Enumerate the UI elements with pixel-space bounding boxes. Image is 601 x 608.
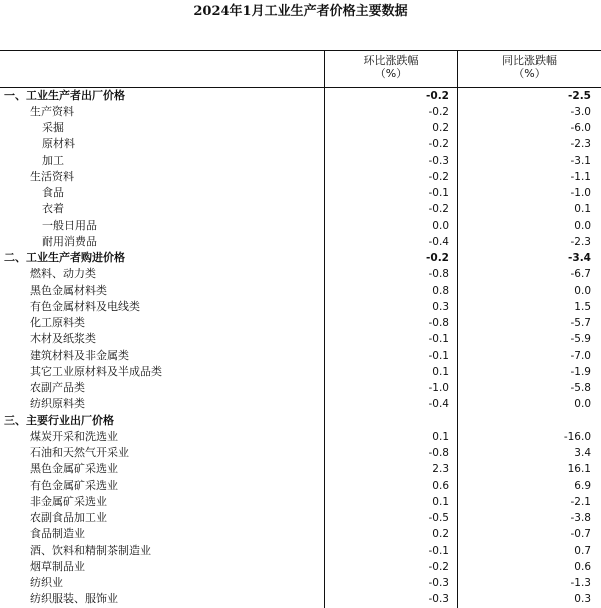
- row-mom-value: -0.2: [428, 138, 449, 151]
- row-yoy-value: -3.0: [570, 105, 591, 118]
- table-row: [0, 396, 601, 412]
- row-label: 一般日用品: [42, 218, 97, 232]
- table-row: [0, 136, 601, 152]
- row-mom-value: -0.2: [426, 252, 449, 264]
- row-yoy-value: 0.0: [574, 219, 591, 232]
- header-mom-unit: （%）: [374, 67, 408, 80]
- table-row: [0, 526, 601, 542]
- row-yoy-value: 0.3: [574, 593, 591, 606]
- row-yoy-value: -2.3: [570, 235, 591, 248]
- row-mom-value: -0.1: [428, 187, 449, 199]
- row-mom-value: -0.3: [428, 577, 449, 589]
- row-mom-value: -0.8: [428, 447, 449, 459]
- table-row: [0, 445, 601, 461]
- row-yoy-value: -16.0: [563, 430, 591, 443]
- header-mom: [325, 54, 457, 80]
- row-label: 酒、饮料和精制茶制造业: [30, 543, 151, 557]
- row-mom-value: -0.2: [428, 105, 449, 118]
- row-yoy-value: 6.9: [574, 479, 591, 492]
- table-row: [0, 234, 601, 250]
- row-label: 黑色金属矿采选业: [30, 462, 118, 476]
- row-label: 纺织业: [30, 576, 63, 589]
- row-label: 农副食品加工业: [30, 511, 107, 524]
- row-mom-value: -0.1: [428, 349, 449, 362]
- table-row: [0, 299, 601, 315]
- row-yoy-value: 1.5: [574, 300, 591, 313]
- row-label: 一、工业生产者出厂价格: [4, 88, 125, 102]
- row-yoy-value: -7.0: [570, 349, 591, 362]
- row-label: 生活资料: [30, 169, 74, 183]
- table-top-border: [0, 50, 601, 51]
- row-mom-value: 0.1: [432, 365, 449, 378]
- row-yoy-value: -5.7: [570, 317, 591, 329]
- table-row: [0, 591, 601, 607]
- row-label: 加工: [42, 153, 64, 167]
- table-row: [0, 380, 601, 396]
- row-label: 化工原料类: [30, 316, 85, 329]
- table-row: [0, 413, 601, 429]
- row-yoy-value: -2.3: [570, 138, 591, 151]
- table-row: [0, 364, 601, 380]
- row-label: 纺织服装、服饰业: [30, 592, 118, 606]
- row-mom-value: -0.2: [428, 170, 449, 183]
- row-yoy-value: 0.1: [574, 203, 591, 216]
- row-mom-value: 0.3: [432, 300, 449, 313]
- row-mom-value: 0.2: [432, 528, 449, 541]
- table-row: [0, 169, 601, 185]
- row-mom-value: 0.8: [432, 284, 449, 297]
- row-label: 有色金属材料及电线类: [30, 299, 140, 313]
- row-label: 生产资料: [30, 104, 74, 118]
- row-label: 石油和天然气开采业: [30, 446, 129, 459]
- row-yoy-value: -0.7: [570, 528, 591, 541]
- row-mom-value: -0.2: [426, 89, 449, 102]
- row-label: 二、工业生产者购进价格: [4, 251, 125, 264]
- row-mom-value: -0.3: [428, 593, 449, 606]
- row-label: 黑色金属材料类: [30, 283, 107, 297]
- row-mom-value: 0.6: [432, 479, 449, 492]
- row-mom-value: 0.1: [432, 495, 449, 508]
- row-yoy-value: -6.0: [570, 122, 591, 134]
- header-mom-label: 环比涨跌幅: [363, 54, 419, 67]
- row-mom-value: -0.5: [428, 512, 449, 524]
- row-label: 耐用消费品: [42, 234, 97, 248]
- table-row: [0, 478, 601, 494]
- row-yoy-value: -1.1: [570, 170, 591, 183]
- row-mom-value: -0.2: [428, 203, 449, 216]
- table-row: [0, 201, 601, 217]
- row-label: 建筑材料及非金属类: [30, 348, 129, 362]
- row-label: 原材料: [42, 137, 75, 151]
- row-mom-value: 0.0: [432, 219, 449, 232]
- table-row: [0, 104, 601, 120]
- table-row: [0, 283, 601, 299]
- row-yoy-value: -5.9: [570, 333, 591, 346]
- row-label: 三、主要行业出厂价格: [4, 413, 114, 427]
- page-title: 2024年1月工业生产者价格主要数据: [193, 4, 408, 19]
- row-yoy-value: 0.6: [574, 560, 591, 573]
- row-mom-value: -1.0: [428, 382, 449, 394]
- row-yoy-value: -2.5: [568, 89, 591, 102]
- table-row: [0, 250, 601, 266]
- table-row: [0, 153, 601, 169]
- price-table: [0, 50, 601, 608]
- row-label: 其它工业原材料及半成品类: [30, 364, 162, 378]
- row-yoy-value: -6.7: [570, 268, 591, 281]
- row-mom-value: -0.1: [428, 333, 449, 346]
- table-row: [0, 559, 601, 575]
- row-mom-value: -0.3: [428, 154, 449, 167]
- table-row: [0, 429, 601, 445]
- row-label: 有色金属矿采选业: [30, 478, 118, 492]
- row-label: 采掘: [42, 121, 64, 134]
- row-yoy-value: 3.4: [574, 447, 591, 459]
- row-label: 食品制造业: [30, 527, 85, 541]
- table-row: [0, 494, 601, 510]
- table-row: [0, 88, 601, 104]
- row-label: 纺织原料类: [30, 397, 85, 411]
- table-row: [0, 575, 601, 591]
- row-yoy-value: -1.3: [570, 577, 591, 589]
- row-label: 食品: [42, 186, 64, 199]
- table-row: [0, 543, 601, 559]
- row-label: 农副产品类: [30, 381, 85, 394]
- row-yoy-value: 0.0: [574, 398, 591, 411]
- row-mom-value: -0.8: [428, 317, 449, 329]
- table-row: [0, 315, 601, 331]
- row-mom-value: 2.3: [432, 463, 449, 476]
- row-label: 煤炭开采和洗选业: [30, 429, 118, 443]
- header-yoy: [458, 54, 601, 80]
- row-mom-value: 0.1: [432, 430, 449, 443]
- row-yoy-value: -5.8: [570, 382, 591, 394]
- header-yoy-label: 同比涨跌幅: [502, 54, 557, 67]
- row-yoy-value: 16.1: [567, 463, 591, 476]
- row-label: 燃料、动力类: [30, 267, 96, 281]
- row-mom-value: -0.1: [428, 544, 449, 557]
- row-label: 木材及纸浆类: [30, 332, 96, 346]
- table-row: [0, 266, 601, 282]
- row-mom-value: -0.2: [428, 560, 449, 573]
- row-yoy-value: 0.7: [574, 544, 591, 557]
- row-yoy-value: -3.4: [568, 252, 591, 264]
- header-yoy-unit: （%）: [513, 67, 546, 80]
- row-yoy-value: -3.8: [570, 512, 591, 524]
- table-row: [0, 331, 601, 347]
- row-mom-value: -0.4: [428, 398, 449, 411]
- row-yoy-value: -2.1: [570, 495, 591, 508]
- row-label: 衣着: [42, 202, 64, 216]
- table-row: [0, 348, 601, 364]
- row-yoy-value: 0.0: [574, 284, 591, 297]
- row-label: 烟草制品业: [30, 559, 85, 573]
- row-label: 非金属矿采选业: [30, 494, 107, 508]
- row-yoy-value: -1.9: [570, 365, 591, 378]
- row-yoy-value: -1.0: [570, 187, 591, 199]
- row-yoy-value: -3.1: [570, 154, 591, 167]
- row-mom-value: -0.8: [428, 268, 449, 281]
- row-mom-value: 0.2: [432, 122, 449, 134]
- table-row: [0, 120, 601, 136]
- table-row: [0, 510, 601, 526]
- table-row: [0, 185, 601, 201]
- table-row: [0, 461, 601, 477]
- row-mom-value: -0.4: [428, 235, 449, 248]
- table-row: [0, 218, 601, 234]
